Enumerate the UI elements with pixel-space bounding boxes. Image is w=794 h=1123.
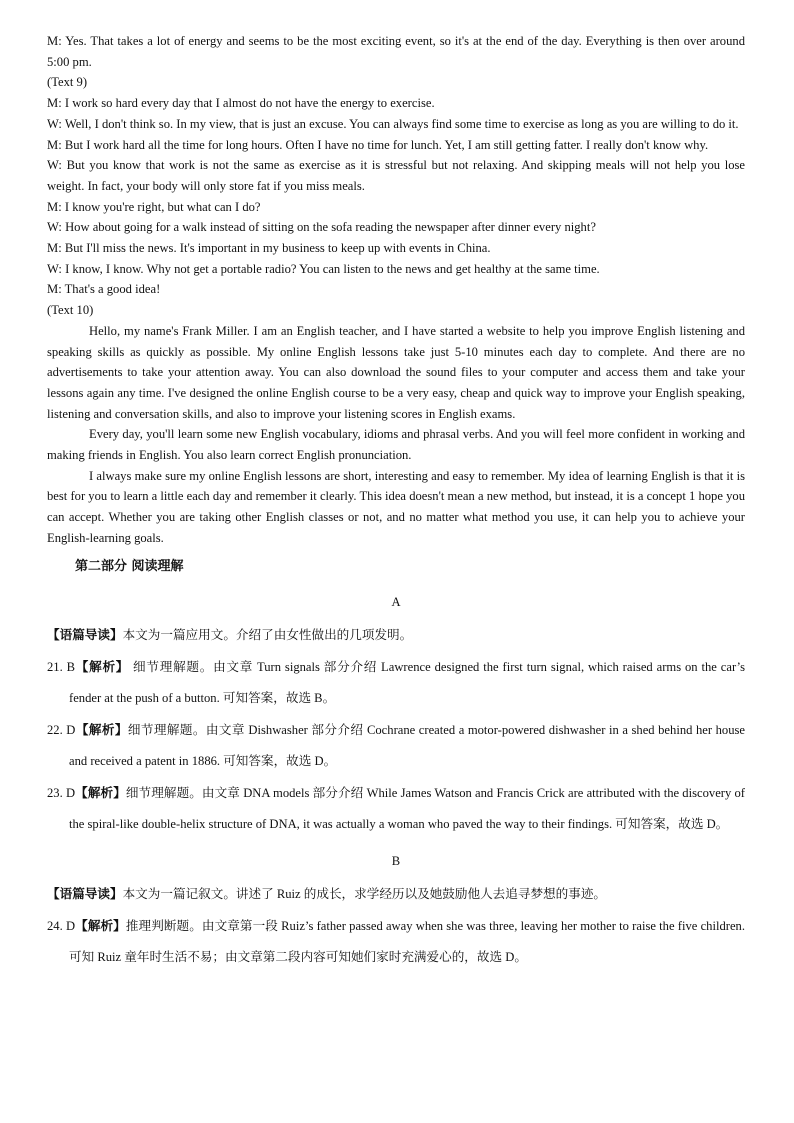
text9-label: (Text 9) xyxy=(47,75,88,90)
dialogue-line: W: Well, I don't think so. In my view, that is just an excuse. You can always find some time to exercise as long as you are willing to do it. xyxy=(47,116,739,131)
answer-prefix: 24. D xyxy=(47,918,76,933)
section-b-heading: B xyxy=(391,853,401,868)
answer-23 xyxy=(47,777,745,840)
monologue-paragraph: I always make sure my online English lessons are short, interesting and easy to remember. My idea of learning English is that it is best for you to learn a little each day and remember it clearly. This idea doesn't mean a new method, but instead, it is a concept 1 hope you can accept. Whether you are taking other English classes or not, and no matter what method you use, it can help you to achieve your English-learning goals. xyxy=(47,468,745,545)
answer-prefix: 22. D xyxy=(47,722,76,737)
part2-title: 第二部分 阅读理解 xyxy=(75,558,184,574)
guide-tag: 【语篇导读】 xyxy=(47,885,123,901)
guide-text: 本文为一篇应用文。介绍了由女性做出的几项发明。 xyxy=(122,627,413,642)
answer-24 xyxy=(47,910,745,973)
analysis-tag: 【解析】 xyxy=(75,784,126,800)
dialogue-line: W: How about going for a walk instead of sitting on the sofa reading the newspaper after dinner every night? xyxy=(47,220,596,235)
dialogue-line: M: But I work hard all the time for long hours. Often I have no time for lunch. Yet, I am still getting fatter. I really don't know why. xyxy=(47,137,709,152)
dialogue-line: M: I know you're right, but what can I do? xyxy=(47,199,261,214)
dialogue-line: W: I know, I know. Why not get a portable radio? You can listen to the news and get healthy at the same time. xyxy=(47,261,600,276)
guide-text: 本文为一篇记叙文。讲述了 Ruiz 的成长，求学经历以及她鼓励他人去追寻梦想的事迹。 xyxy=(122,886,607,901)
text9-dialogue xyxy=(47,93,745,300)
section-a-guide xyxy=(47,619,745,651)
analysis-tag: 【解析】 xyxy=(75,917,126,933)
guide-tag: 【语篇导读】 xyxy=(47,626,123,642)
section-b-guide xyxy=(47,878,745,910)
answer-text: 细节理解题。由文章 Dishwasher 部分介绍 Cochrane created a motor-powered dishwasher in a shed behind her house and received a patent in 1886. 可知答案，故选 D。 xyxy=(69,722,745,768)
section-a-heading: A xyxy=(391,594,401,609)
text8-closing-line: M: Yes. That takes a lot of energy and seems to be the most exciting event, so it's at the end of the day. Everything is then over around 5:00 pm. xyxy=(47,34,745,69)
dialogue-line: M: That's a good idea! xyxy=(47,282,161,297)
answer-text: 细节理解题。由文章 DNA models 部分介绍 While James Watson and Francis Crick are attributed with the discovery of the spiral-like double-helix structure of DNA, it was actually a woman who paved the way to their findings. 可知答案，故选 D。 xyxy=(69,785,745,831)
monologue-paragraph: Every day, you'll learn some new English vocabulary, idioms and phrasal verbs. And you will feel more confident in working and making friends in English. You also learn correct English pronunciation. xyxy=(47,427,745,463)
analysis-tag: 【解析】 xyxy=(75,658,130,674)
dialogue-line: M: But I'll miss the news. It's important in my business to keep up with events in China. xyxy=(47,241,491,256)
answer-22 xyxy=(47,714,745,777)
answer-prefix: 21. B xyxy=(47,659,76,674)
dialogue-line: W: But you know that work is not the same as exercise as it is stressful but not relaxing. And skipping meals will not help you lose weight. In fact, your body will only store fat if you miss meals. xyxy=(47,158,745,193)
analysis-tag: 【解析】 xyxy=(75,721,128,737)
answer-text: 细节理解题。由文章 Turn signals 部分介绍 Lawrence designed the first turn signal, which raised arms on the car’s fender at the push of a button. 可知答案，故选 B。 xyxy=(69,659,746,705)
monologue-paragraph: Hello, my name's Frank Miller. I am an English teacher, and I have started a website to help you improve English listening and speaking skills as quickly as possible. My online English lessons take just 5-10 minutes each day to complete. And there are no advertisements to take your attention away. You can also download the sound files to your computer and access them and take your lessons again any time. I've designed the online English course to be a very easy, cheap and quick way to improve your English speaking, listening and conversation skills, and also to improve your listening scores in English exams. xyxy=(47,323,745,421)
answer-21 xyxy=(47,651,745,714)
document-page xyxy=(47,31,745,973)
text10-monologue xyxy=(47,321,745,549)
answer-prefix: 23. D xyxy=(47,785,76,800)
dialogue-line: M: I work so hard every day that I almost do not have the energy to exercise. xyxy=(47,96,435,111)
text10-label: (Text 10) xyxy=(47,303,94,318)
answer-text: 推理判断题。由文章第一段 Ruiz’s father passed away when she was three, leaving her mother to raise the five children. 可知 Ruiz 童年时生活不易；由文章第二段内容可知她们家时充满爱心的，故选 D。 xyxy=(69,918,745,964)
